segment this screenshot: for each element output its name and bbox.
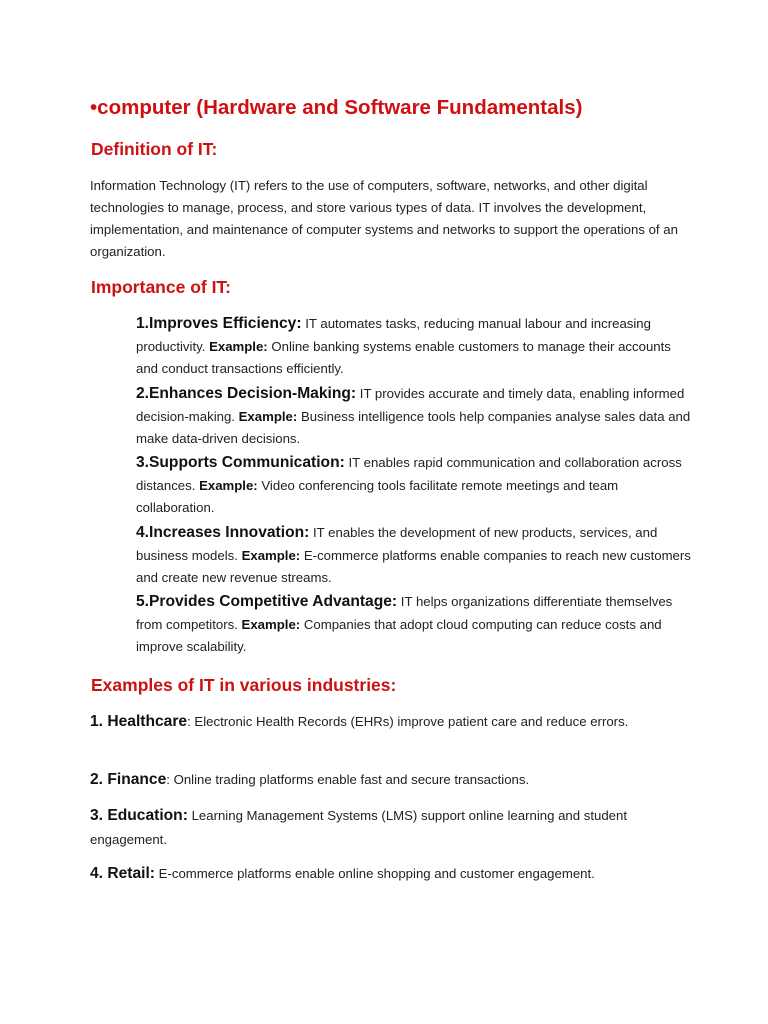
- importance-item: [136, 522, 696, 590]
- importance-item-lead: 4.Increases Innovation:: [136, 524, 310, 541]
- example-label: Example:: [238, 408, 298, 424]
- example-label: Example:: [241, 547, 301, 563]
- importance-item-text: IT automates tasks, reducing manual labour and increasing productivity.: [136, 316, 651, 354]
- industry-item-lead: 2. Finance: [90, 771, 167, 788]
- importance-item-text: IT helps organizations differentiate themselves from competitors.: [136, 594, 673, 632]
- importance-item-lead: 5.Provides Competitive Advantage:: [136, 593, 398, 610]
- industry-item: [90, 804, 690, 852]
- example-label: Example:: [199, 477, 258, 493]
- industry-item: [90, 862, 690, 886]
- importance-heading: Importance of IT:: [91, 277, 232, 297]
- industry-item-lead: 4. Retail:: [90, 865, 155, 882]
- importance-item-lead: 2.Enhances Decision-Making:: [136, 385, 357, 402]
- importance-item: [136, 383, 696, 451]
- industry-item-lead: 1. Healthcare: [90, 713, 188, 730]
- example-label: Example:: [241, 616, 301, 632]
- industry-item-text: E-commerce platforms enable online shopping and customer engagement.: [155, 866, 595, 881]
- example-text: Online banking systems enable customers to manage their accounts and conduct transactions efficiently.: [136, 338, 671, 376]
- importance-item-text: IT enables rapid communication and collaboration across distances.: [136, 455, 682, 493]
- industries-heading: Examples of IT in various industries:: [91, 675, 397, 695]
- importance-item: [136, 313, 696, 381]
- definition-paragraph: Information Technology (IT) refers to the use of computers, software, networks, and other digital technologies to manage, process, and store various types of data. IT involves the development, implementation, and maintenance of computer systems and networks to support the operations of an organization.: [90, 178, 678, 259]
- industry-item: [90, 710, 690, 734]
- example-label: Example:: [209, 338, 268, 354]
- importance-item-text: IT enables the development of new products, services, and business models.: [136, 525, 658, 563]
- industry-item-text: : Online trading platforms enable fast and secure transactions.: [166, 772, 530, 787]
- industry-item-text: Learning Management Systems (LMS) support online learning and student engagement.: [90, 808, 628, 847]
- importance-item: [136, 452, 696, 520]
- example-text: Business intelligence tools help companies analyse sales data and make data-driven decisions.: [136, 408, 691, 446]
- example-text: E-commerce platforms enable companies to reach new customers and create new revenue streams.: [136, 547, 691, 585]
- definition-heading: Definition of IT:: [91, 139, 218, 159]
- importance-item-lead: 3.Supports Communication:: [136, 454, 345, 471]
- example-text: Companies that adopt cloud computing can reduce costs and improve scalability.: [136, 616, 662, 654]
- industry-item-text: : Electronic Health Records (EHRs) improve patient care and reduce errors.: [187, 714, 629, 729]
- importance-item-lead: 1.Improves Efficiency:: [136, 315, 302, 332]
- industry-item: [90, 768, 690, 792]
- example-text: Video conferencing tools facilitate remote meetings and team collaboration.: [136, 477, 619, 515]
- importance-item-text: IT provides accurate and timely data, enabling informed decision-making.: [136, 386, 685, 424]
- importance-item: [136, 591, 696, 659]
- industry-item-lead: 3. Education:: [90, 807, 188, 824]
- document-title: •computer (Hardware and Software Fundamentals): [90, 96, 583, 119]
